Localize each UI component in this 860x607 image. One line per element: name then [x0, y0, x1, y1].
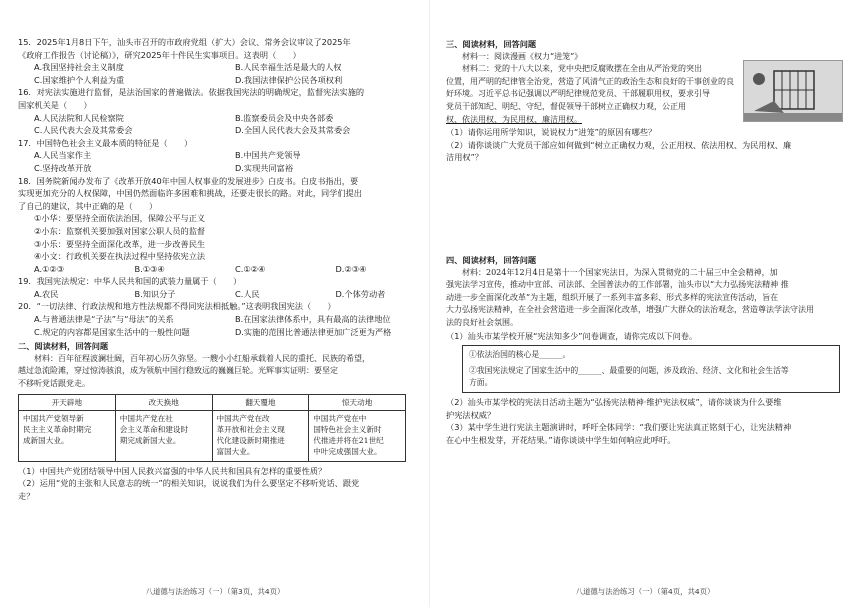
table-cell — [115, 410, 212, 461]
q19-option-b: B.知识分子 — [134, 288, 176, 299]
left-page-footer: 八道德与法治练习（一）（第3页，共4页） — [145, 587, 285, 596]
section-4-title: 四、阅读材料，回答问题 — [446, 254, 537, 265]
sec4-question-3: （3）某中学生进行宪法主题演讲时，呼吁全体同学：“我们要让宪法真正铭刻于心，让宪法精神 — [446, 422, 792, 433]
q18-line-3: 了自己的建议，其中正确的是（ ） — [18, 200, 158, 211]
q15-option-b: B.人民幸福生活是最大的人权 — [235, 62, 342, 73]
q15-option-c: C.国家维护个人利益为重 — [34, 74, 125, 85]
table-header: 惊天动地 — [309, 394, 406, 410]
cell-line: 中国共产党在社 — [119, 413, 173, 423]
q15-line-1: 15．2025年1月8日下午，汕头市召开的市政府党组（扩大）会议、常务会议审议了2025年 — [18, 37, 351, 47]
questionnaire-box — [462, 345, 840, 393]
cell-line: 成新国大业。 — [23, 435, 69, 445]
table-header: 翻天覆地 — [212, 394, 309, 410]
table-header: 开天辟地 — [19, 394, 116, 410]
cell-line: 革开放和社会主义现 — [216, 424, 285, 434]
cell-line: 中国共产党在改 — [216, 413, 270, 423]
q18-options — [18, 263, 420, 276]
q19-line: 19．我国宪法规定：中华人民共和国的武装力量属于（ ） — [18, 276, 242, 287]
cell-line: 富国大业。 — [216, 446, 255, 456]
sec2-material-2: 越过急流险滩，穿过惊涛骇浪，成为领航中国行稳致远的巍巍巨轮。光辉事实证明：要坚定 — [18, 366, 338, 376]
sec3-material-5: 党员干部知纪、明纪、守纪，督促领导干部树立正确权力观，公正用 — [446, 101, 686, 111]
sec3-material-1: 材料一：阅读漫画《权力“进笼”》 — [462, 51, 583, 61]
table-cell — [19, 410, 116, 461]
q20-options-row1 — [18, 313, 420, 326]
q19-options — [18, 288, 420, 301]
sec3-material-3: 位置，用严明的纪律管全治党，营造了风清气正的政治生态和良好的干事创业的良 — [446, 76, 734, 86]
cell-line: 国特色社会主义新时 — [313, 424, 382, 434]
q18-option-d: D.②③④ — [335, 263, 367, 274]
table-cell — [212, 410, 309, 461]
q15-option-d: D.我国法律保护公民各项权利 — [235, 74, 343, 85]
sec4-material-4: 大力弘扬宪法精神，在全社会营造进一步全面深化改革，增强广大群众的法治观念，营造尊法学法守法用 — [446, 305, 814, 315]
q16-options-row1 — [18, 112, 420, 125]
sec4-material-2: 强宪法学习宣传，推动中宣部、司法部、全国普法办的工作部署，汕头市以“大力弘扬宪法精神 推 — [446, 280, 789, 290]
q15-options-row1 — [18, 61, 420, 74]
q17-options-row2 — [18, 162, 420, 175]
q17-line: 17．中国特色社会主义最本质的特征是（ ） — [18, 137, 193, 148]
left-column — [18, 36, 420, 502]
page-right — [430, 0, 860, 607]
q17-option-d: D.实现共同富裕 — [235, 162, 294, 173]
sec3-question-2-cont: 洁用权”？ — [446, 152, 483, 163]
q20-options-row2 — [18, 326, 420, 339]
q18-item-2: ②小东：监察机关要加强对国家公职人员的监督 — [34, 225, 206, 236]
q17-options-row1 — [18, 149, 420, 162]
q18-item-1: ①小华：要坚持全面依法治国，保障公平与正义 — [34, 213, 206, 224]
sec4-question-2: （2）汕头市某学校的宪法日活动主题为“弘扬宪法精神·维护宪法权威”，请你谈谈为什么要维 — [446, 397, 782, 408]
q18-line-2: 实现更加充分的人权保障，中国仍然面临许多困难和挑战，还要走很长的路。对此，同学们提出 — [18, 188, 362, 199]
section-2-title: 二、阅读材料，回答问题 — [18, 341, 109, 352]
q18-option-c: C.①②④ — [235, 263, 266, 274]
sec4-question-1: （1）汕头市某学校开展“宪法知多少”问卷调查，请你完成以下问卷。 — [446, 330, 698, 341]
right-page-footer: 八道德与法治练习（一）（第4页，共4页） — [575, 587, 715, 596]
fill-item-2: ②我国宪法规定了国家生活中的______、最重要的问题，涉及政治、经济、文化和社会生活等 — [469, 366, 789, 376]
cell-line: 中国共产党在中 — [313, 413, 367, 423]
cell-line: 中叶完成强国大业。 — [313, 446, 382, 456]
q20-option-a: A.与普通法律是“子法”与“母法”的关系 — [34, 314, 174, 325]
sec4-question-3-cont: 在心中生根发芽，开花结果。”请你谈谈中学生如何响应此呼吁。 — [446, 434, 676, 445]
cell-line: 民主主义革命时期完 — [23, 424, 92, 434]
q18-item-3: ③小乐：要坚持全面深化改革，进一步改善民生 — [34, 238, 206, 249]
sec2-material-3: 不移听党话跟党走。 — [18, 379, 90, 389]
q15-options-row2 — [18, 74, 420, 87]
cell-line: 会主义革命和建设时 — [119, 424, 189, 434]
sec3-material-2: 材料二：党的十八大以来，党中央把反腐败摆在全由从严治党的突出 — [462, 64, 702, 74]
q18-line-1: 18．国务院新闻办发布了《改革开放40年中国人权事业的发展进步》白皮书。白皮书指出，要 — [18, 175, 359, 186]
q20-line: 20．“一切法律、行政法规和地方性法规都不得同宪法相抵触。”这表明我国宪法（ ） — [18, 301, 336, 312]
sec3-question-1: （1）请你运用所学知识，说说权力“进笼”的原因有哪些？ — [446, 127, 657, 138]
sec4-question-2-cont: 护宪法权威？ — [446, 409, 496, 420]
q15-option-a: A.我国坚持社会主义制度 — [34, 62, 124, 73]
table-cell — [309, 410, 406, 461]
history-table — [18, 394, 406, 462]
sec3-material-4: 好环境。习近平总书记强调以严明纪律规范党员、干部履职用权，要求引导 — [446, 89, 710, 99]
sec2-question-2: （2）运用“党的主张和人民意志的统一”的相关知识，说说我们为什么要坚定不移听党话、跟党 — [18, 478, 360, 489]
sec3-question-2: （2）请你谈谈广大党员干部应如何做到“树立正确权力观，公正用权、依法用权、为民用权、廉 — [446, 139, 792, 150]
q19-option-a: A.农民 — [34, 288, 59, 299]
q17-option-a: A.人民当家作主 — [34, 150, 92, 161]
q18-item-4: ④小文：行政机关要在执法过程中坚持依宪立法 — [34, 251, 206, 262]
fill-item-2-cont: 方面。 — [469, 378, 493, 388]
cell-line: 期完成新国大业。 — [119, 435, 181, 445]
q17-option-b: B.中国共产党领导 — [235, 150, 301, 161]
q16-options-row2 — [18, 124, 420, 137]
right-column — [446, 36, 848, 446]
q16-option-d: D.全国人民代表大会及其常委会 — [235, 125, 351, 136]
sec2-question-2-cont: 走？ — [18, 490, 35, 501]
cell-line: 代化建设新时期推进 — [216, 435, 285, 445]
q20-option-c: C.规定的内容都是国家生活中的一般性问题 — [34, 326, 190, 337]
sec4-material-1: 材料：2024年12月4日是第十一个国家宪法日，为深入贯彻党的二十届三中全会精神，加 — [462, 267, 778, 277]
q18-option-b: B.①③④ — [134, 263, 165, 274]
table-header: 改天换地 — [115, 394, 212, 410]
cell-line: 中国共产党领导新 — [23, 413, 84, 423]
q16-option-a: A.人民法院和人民检察院 — [34, 112, 124, 123]
sec4-material-3: 动进一步全面深化改革”为主题，组织开展了一系列丰富多彩、形式多样的宪法宣传活动，旨在 — [446, 292, 779, 302]
q20-option-d: D.实施的范围比普通法律更加广泛更为严格 — [235, 326, 392, 337]
sec4-material-5: 法的良好社会氛围。 — [446, 317, 518, 327]
q15-line-2: 《政府工作报告（讨论稿）》，研究2025年十件民生实事项目。这表明（ ） — [18, 49, 301, 60]
q17-option-c: C.坚持改革开放 — [34, 162, 92, 173]
q20-option-b: B.在国家法律体系中，具有最高的法律地位 — [235, 314, 391, 325]
q16-line-1: 16．对宪法实施进行监督，是法治国家的普遍做法。依据我国宪法的明确规定，监督宪法实施的 — [18, 87, 365, 98]
q16-line-2: 国家机关是（ ） — [18, 99, 92, 110]
q19-option-c: C.人民 — [235, 288, 260, 299]
fill-item-1: ①依法治国的核心是______。 — [469, 350, 571, 360]
section-3-title: 三、阅读材料，回答问题 — [446, 39, 537, 49]
sec2-material-1: 材料：百年征程波澜壮阔，百年初心历久弥坚。一艘小小红船承载着人民的重托、民族的希望， — [34, 353, 370, 363]
q16-option-b: B.监察委员会及中央各部委 — [235, 112, 334, 123]
q18-option-a: A.①②③ — [34, 263, 65, 274]
sec2-question-1: （1）中国共产党团结领导中国人民救兴富强的中华人民共和国具有怎样的重要性质？ — [18, 465, 327, 476]
q19-option-d: D.个体劳动者 — [335, 288, 386, 299]
cell-line: 代推进并将在21世纪 — [313, 435, 384, 445]
sec3-material-6: 权、依法用权、为民用权、廉洁用权。 — [446, 114, 582, 124]
answer-space — [446, 164, 848, 252]
q16-option-c: C.人民代表大会及其常委会 — [34, 125, 133, 136]
